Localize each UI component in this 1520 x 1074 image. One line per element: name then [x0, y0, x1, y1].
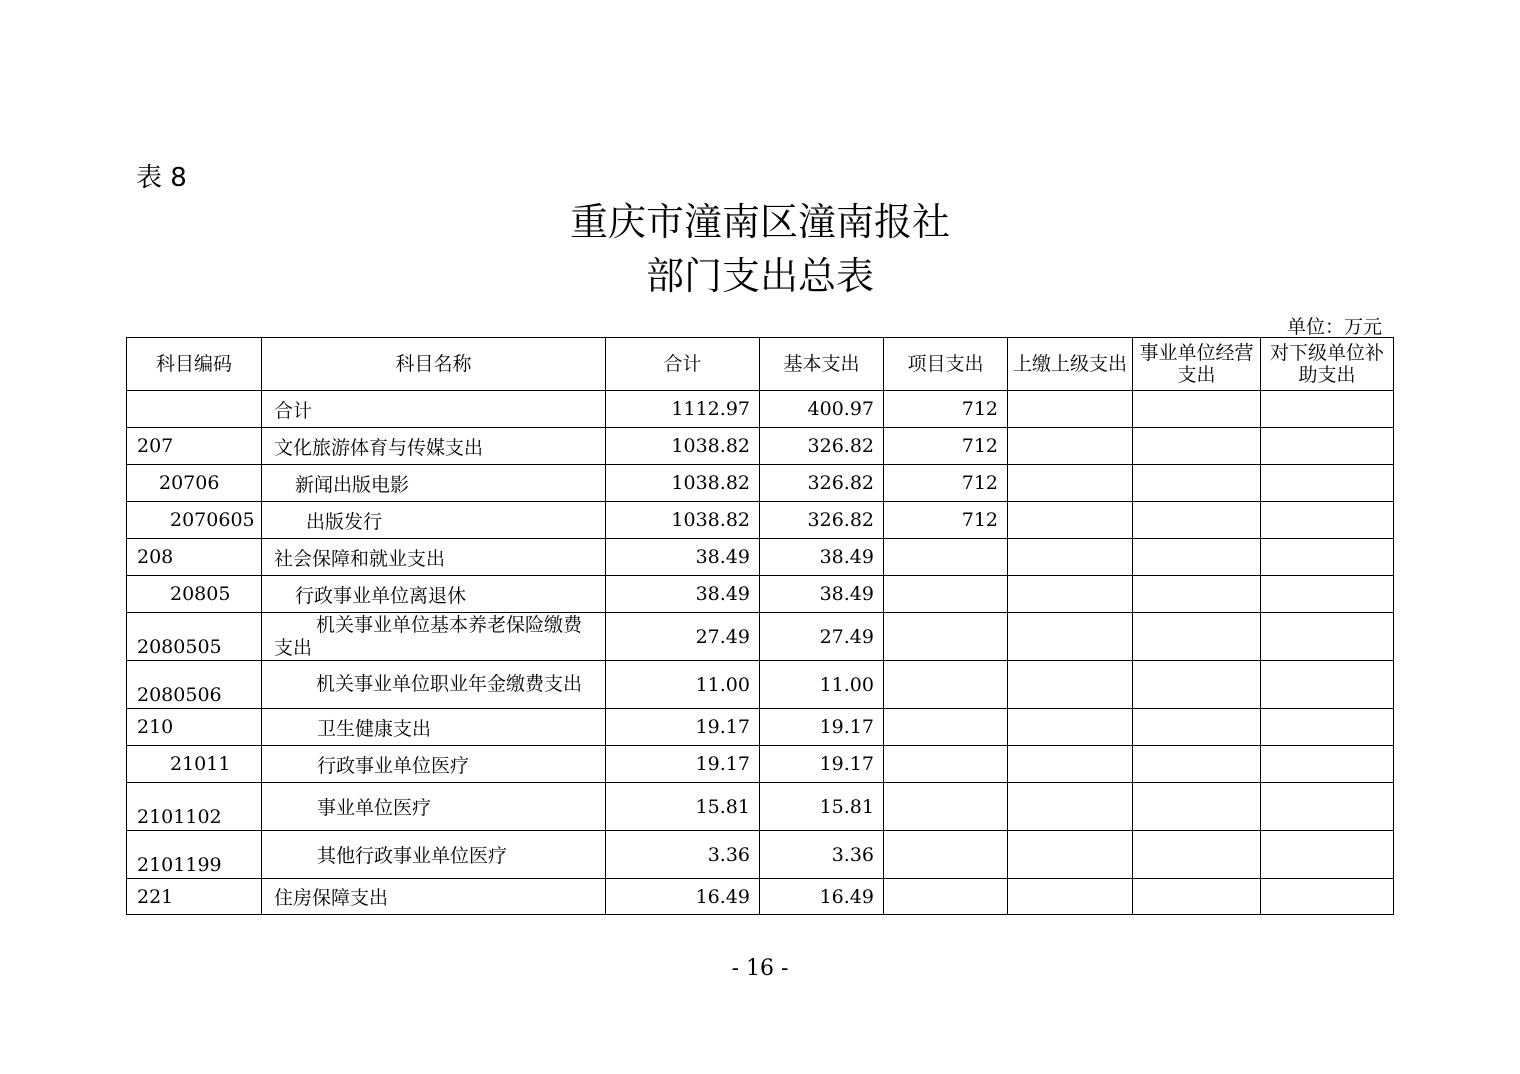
row-project: [884, 783, 1008, 831]
row-code: 2101199: [127, 831, 262, 879]
row-lower: [1261, 576, 1394, 613]
row-business: [1133, 831, 1261, 879]
row-upper: [1008, 576, 1133, 613]
row-total: 19.17: [606, 746, 760, 783]
row-basic: 19.17: [760, 746, 884, 783]
row-code: 2101102: [127, 783, 262, 831]
header-total: 合计: [606, 338, 760, 391]
row-code: 20805: [127, 576, 262, 613]
row-name: 事业单位医疗: [262, 783, 606, 831]
table-row: [127, 879, 1394, 915]
row-code: 208: [127, 539, 262, 576]
table-row: [127, 613, 1394, 661]
table-number: 表 8: [136, 163, 187, 193]
table-row: [127, 783, 1394, 831]
row-project: [884, 613, 1008, 661]
row-total: 1038.82: [606, 465, 760, 502]
row-project: 712: [884, 502, 1008, 539]
row-basic: 38.49: [760, 539, 884, 576]
row-name: 行政事业单位离退休: [262, 576, 606, 613]
row-name: 合计: [262, 391, 606, 428]
row-project: [884, 576, 1008, 613]
row-upper: [1008, 613, 1133, 661]
row-lower: [1261, 831, 1394, 879]
row-total: 38.49: [606, 539, 760, 576]
row-upper: [1008, 502, 1133, 539]
row-code: 2070605: [127, 502, 262, 539]
header-project: 项目支出: [884, 338, 1008, 391]
row-business: [1133, 613, 1261, 661]
row-lower: [1261, 428, 1394, 465]
row-code: 2080506: [127, 661, 262, 709]
row-upper: [1008, 831, 1133, 879]
row-total: 38.49: [606, 576, 760, 613]
page-title: 重庆市潼南区潼南报社: [569, 200, 950, 244]
table-row: [127, 709, 1394, 746]
row-basic: 326.82: [760, 502, 884, 539]
row-total: 11.00: [606, 661, 760, 709]
row-business: [1133, 576, 1261, 613]
row-project: [884, 879, 1008, 915]
row-name: 新闻出版电影: [262, 465, 606, 502]
table-row: [127, 661, 1394, 709]
expenditure-table: [126, 337, 1394, 915]
row-project: [884, 746, 1008, 783]
header-lower: 对下级单位补助支出: [1261, 338, 1394, 391]
header-name: 科目名称: [262, 338, 606, 391]
row-upper: [1008, 428, 1133, 465]
table-row: [127, 465, 1394, 502]
row-business: [1133, 746, 1261, 783]
row-name: 机关事业单位职业年金缴费支出: [262, 661, 606, 709]
row-total: 27.49: [606, 613, 760, 661]
row-lower: [1261, 391, 1394, 428]
row-total: 1038.82: [606, 502, 760, 539]
table-row: [127, 539, 1394, 576]
row-basic: 15.81: [760, 783, 884, 831]
row-code: 221: [127, 879, 262, 915]
row-name: 机关事业单位基本养老保险缴费支出: [262, 613, 606, 661]
row-basic: 19.17: [760, 709, 884, 746]
table-row: [127, 746, 1394, 783]
row-name: 文化旅游体育与传媒支出: [262, 428, 606, 465]
row-total: 1112.97: [606, 391, 760, 428]
row-total: 3.36: [606, 831, 760, 879]
row-lower: [1261, 502, 1394, 539]
row-basic: 326.82: [760, 428, 884, 465]
row-upper: [1008, 391, 1133, 428]
row-business: [1133, 465, 1261, 502]
row-upper: [1008, 746, 1133, 783]
row-business: [1133, 428, 1261, 465]
row-lower: [1261, 661, 1394, 709]
row-project: [884, 539, 1008, 576]
header-basic: 基本支出: [760, 338, 884, 391]
table-row: [127, 391, 1394, 428]
unit-label: 单位：万元: [1286, 316, 1382, 338]
row-code: 210: [127, 709, 262, 746]
row-basic: 326.82: [760, 465, 884, 502]
row-lower: [1261, 709, 1394, 746]
row-project: 712: [884, 465, 1008, 502]
header-code: 科目编码: [127, 338, 262, 391]
row-business: [1133, 502, 1261, 539]
row-business: [1133, 661, 1261, 709]
row-basic: 16.49: [760, 879, 884, 915]
row-basic: 11.00: [760, 661, 884, 709]
row-code: 2080505: [127, 613, 262, 661]
row-project: 712: [884, 428, 1008, 465]
page-subtitle: 部门支出总表: [645, 254, 874, 298]
row-name: 卫生健康支出: [262, 709, 606, 746]
row-code: 20706: [127, 465, 262, 502]
row-basic: 27.49: [760, 613, 884, 661]
page-number: - 16 -: [731, 956, 789, 981]
row-upper: [1008, 465, 1133, 502]
row-business: [1133, 709, 1261, 746]
row-lower: [1261, 783, 1394, 831]
row-basic: 3.36: [760, 831, 884, 879]
row-upper: [1008, 783, 1133, 831]
header-upper: 上缴上级支出: [1008, 338, 1133, 391]
row-total: 15.81: [606, 783, 760, 831]
row-business: [1133, 391, 1261, 428]
row-lower: [1261, 879, 1394, 915]
row-lower: [1261, 746, 1394, 783]
row-total: 16.49: [606, 879, 760, 915]
row-project: [884, 831, 1008, 879]
row-code: 21011: [127, 746, 262, 783]
row-business: [1133, 783, 1261, 831]
table-header-row: [127, 338, 1394, 391]
table-row: [127, 576, 1394, 613]
row-name: 行政事业单位医疗: [262, 746, 606, 783]
row-name: 社会保障和就业支出: [262, 539, 606, 576]
row-total: 19.17: [606, 709, 760, 746]
row-upper: [1008, 879, 1133, 915]
row-total: 1038.82: [606, 428, 760, 465]
row-business: [1133, 879, 1261, 915]
row-upper: [1008, 661, 1133, 709]
header-business: 事业单位经营支出: [1133, 338, 1261, 391]
row-basic: 400.97: [760, 391, 884, 428]
table-row: [127, 502, 1394, 539]
row-name: 住房保障支出: [262, 879, 606, 915]
row-lower: [1261, 613, 1394, 661]
table-row: [127, 831, 1394, 879]
row-project: [884, 661, 1008, 709]
row-basic: 38.49: [760, 576, 884, 613]
table-row: [127, 428, 1394, 465]
row-project: 712: [884, 391, 1008, 428]
row-name: 出版发行: [262, 502, 606, 539]
row-business: [1133, 539, 1261, 576]
row-upper: [1008, 709, 1133, 746]
row-upper: [1008, 539, 1133, 576]
row-lower: [1261, 539, 1394, 576]
row-name: 其他行政事业单位医疗: [262, 831, 606, 879]
row-code: 207: [127, 428, 262, 465]
row-project: [884, 709, 1008, 746]
row-code: [127, 391, 262, 428]
row-lower: [1261, 465, 1394, 502]
